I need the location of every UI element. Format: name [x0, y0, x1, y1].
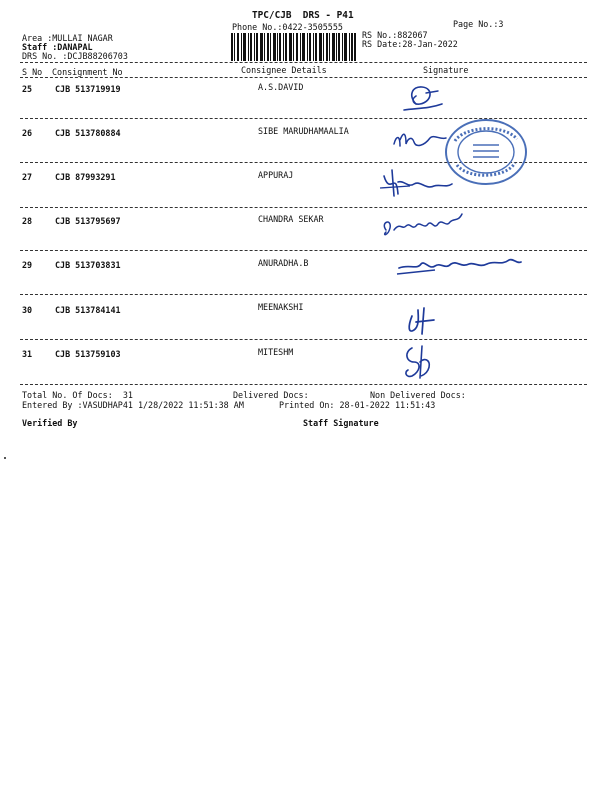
- row-consignment: CJB 513780884: [55, 128, 121, 138]
- delivered-docs: Delivered Docs:: [233, 390, 309, 400]
- scan-speck: [4, 457, 6, 459]
- row-consignment: CJB 513784141: [55, 305, 121, 315]
- divider: [20, 77, 587, 78]
- signature-image: [398, 342, 440, 384]
- row-sno: 28: [22, 216, 33, 226]
- total-docs: Total No. Of Docs: 31: [22, 390, 133, 400]
- signature-image: [395, 250, 525, 280]
- non-delivered-docs: Non Delivered Docs:: [370, 390, 466, 400]
- row-sno: 25: [22, 84, 33, 94]
- signature-image: [398, 82, 448, 116]
- column-signature: Signature: [423, 65, 469, 75]
- document-title: TPC/CJB DRS - P41: [252, 10, 354, 21]
- signature-image: [374, 166, 456, 200]
- row-consignment: CJB 513719919: [55, 84, 121, 94]
- row-consignment: CJB 513795697: [55, 216, 121, 226]
- area-label: Area :MULLAI NAGAR: [22, 33, 113, 43]
- divider: [20, 207, 587, 208]
- row-sno: 31: [22, 349, 33, 359]
- row-consignee: APPURAJ: [258, 170, 294, 180]
- staff-label: Staff :DANAPAL: [22, 42, 93, 52]
- signature-image: [390, 124, 450, 154]
- row-consignment: CJB 87993291: [55, 172, 116, 182]
- verified-by: Verified By: [22, 418, 78, 428]
- row-consignment: CJB 513703831: [55, 260, 121, 270]
- divider: [20, 339, 587, 340]
- rs-number: RS No.:882067: [362, 30, 428, 40]
- column-sno: S No: [22, 67, 43, 77]
- rs-date: RS Date:28-Jan-2022: [362, 39, 458, 49]
- divider: [20, 294, 587, 295]
- row-consignee: CHANDRA SEKAR: [258, 214, 324, 224]
- row-sno: 29: [22, 260, 33, 270]
- row-consignee: MEENAKSHI: [258, 302, 304, 312]
- column-consignee: Consignee Details: [241, 65, 327, 75]
- row-consignee: SIBE MARUDHAMAALIA: [258, 126, 349, 136]
- signature-image: [402, 304, 442, 338]
- column-consignment: Consignment No: [52, 67, 123, 77]
- divider: [20, 62, 587, 63]
- row-consignee: ANURADHA.B: [258, 258, 309, 268]
- page-number: Page No.:3: [453, 19, 504, 29]
- printed-on: Printed On: 28-01-2022 11:51:43: [279, 400, 436, 410]
- row-consignment: CJB 513759103: [55, 349, 121, 359]
- signature-image: [378, 208, 468, 240]
- divider: [20, 384, 587, 385]
- row-consignee: MITESHM: [258, 347, 294, 357]
- staff-signature-label: Staff Signature: [303, 418, 379, 428]
- entered-by: Entered By :VASUDHAP41 1/28/2022 11:51:38 AM: [22, 400, 244, 410]
- row-sno: 27: [22, 172, 33, 182]
- phone-number: Phone No.:0422-3505555: [232, 22, 343, 32]
- barcode: [231, 33, 356, 61]
- drs-number: DRS No. :DCJB88206703: [22, 51, 128, 61]
- row-consignee: A.S.DAVID: [258, 82, 304, 92]
- row-sno: 30: [22, 305, 33, 315]
- row-sno: 26: [22, 128, 33, 138]
